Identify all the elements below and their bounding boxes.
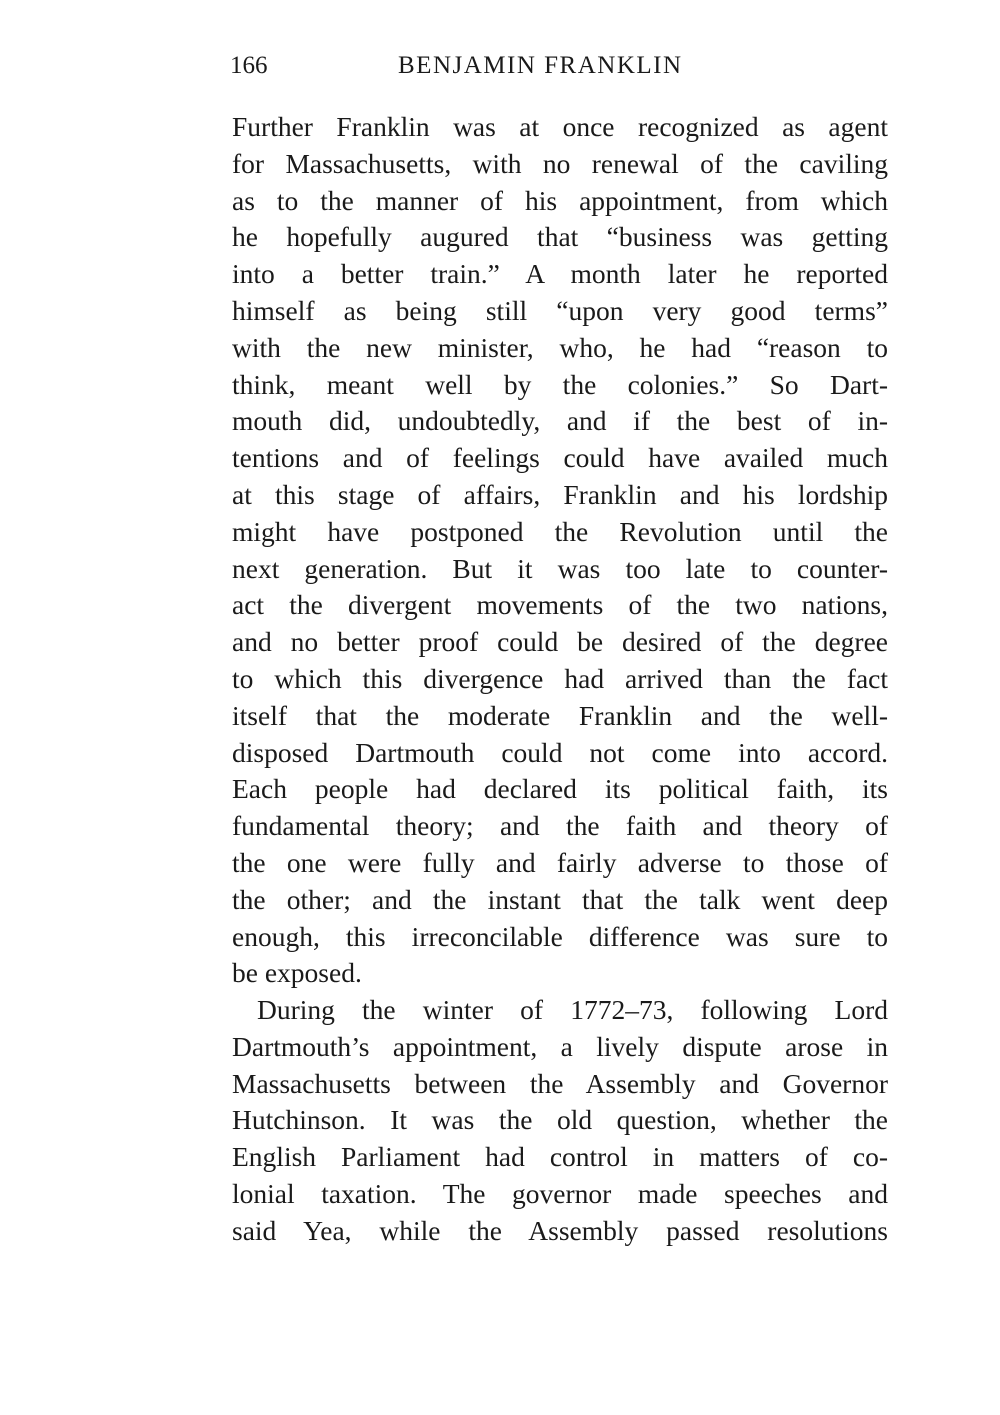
text-line: think, meant well by the colonies.” So Dart- — [232, 368, 888, 400]
text-line: to which this divergence had arrived than the fact — [232, 663, 888, 694]
text-line: the one were fully and fairly adverse to those of — [232, 847, 888, 878]
text-line: and no better proof could be desired of the degree — [232, 626, 888, 658]
text-line: at this stage of affairs, Franklin and his lordship — [232, 479, 888, 510]
text-line: fundamental theory; and the faith and theory of — [232, 810, 888, 842]
text-line: Hutchinson. It was the old question, whether the — [232, 1104, 888, 1136]
text-line: said Yea, while the Assembly passed resolutions — [232, 1214, 888, 1246]
text-line: act the divergent movements of the two nations, — [232, 589, 888, 621]
text-line: the other; and the instant that the talk went deep — [232, 883, 888, 915]
text-line: be exposed. — [232, 957, 362, 989]
text-line: for Massachusetts, with no renewal of the caviling — [232, 147, 888, 179]
text-line: English Parliament had control in matters of co- — [232, 1141, 888, 1173]
text-line: Each people had declared its political faith, its — [232, 773, 888, 805]
text-line: lonial taxation. The governor made speeches and — [232, 1178, 888, 1209]
page-number: 166 — [230, 52, 268, 79]
text-line: tentions and of feelings could have availed much — [232, 442, 888, 474]
text-line: Further Franklin was at once recognized as agent — [232, 111, 888, 142]
text-line: he hopefully augured that “business was getting — [232, 221, 888, 253]
running-head: BENJAMIN FRANKLIN — [398, 52, 683, 79]
text-line: enough, this irreconcilable difference was sure to — [232, 920, 888, 952]
text-line: next generation. But it was too late to counter- — [232, 552, 888, 584]
text-line: mouth did, undoubtedly, and if the best of in- — [232, 405, 888, 437]
text-line: Dartmouth’s appointment, a lively dispute arose in — [232, 1030, 888, 1062]
text-line: into a better train.” A month later he reported — [232, 258, 888, 290]
text-line: as to the manner of his appointment, from which — [232, 184, 888, 216]
text-line: with the new minister, who, he had “reason to — [232, 331, 888, 363]
text-line: himself as being still “upon very good terms” — [232, 295, 888, 326]
text-line: During the winter of 1772–73, following Lord — [257, 994, 888, 1025]
text-line: might have postponed the Revolution until the — [232, 515, 888, 547]
text-line: itself that the moderate Franklin and the well- — [232, 699, 888, 731]
text-line: disposed Dartmouth could not come into accord. — [232, 736, 888, 768]
text-line: Massachusetts between the Assembly and Governor — [232, 1067, 888, 1099]
